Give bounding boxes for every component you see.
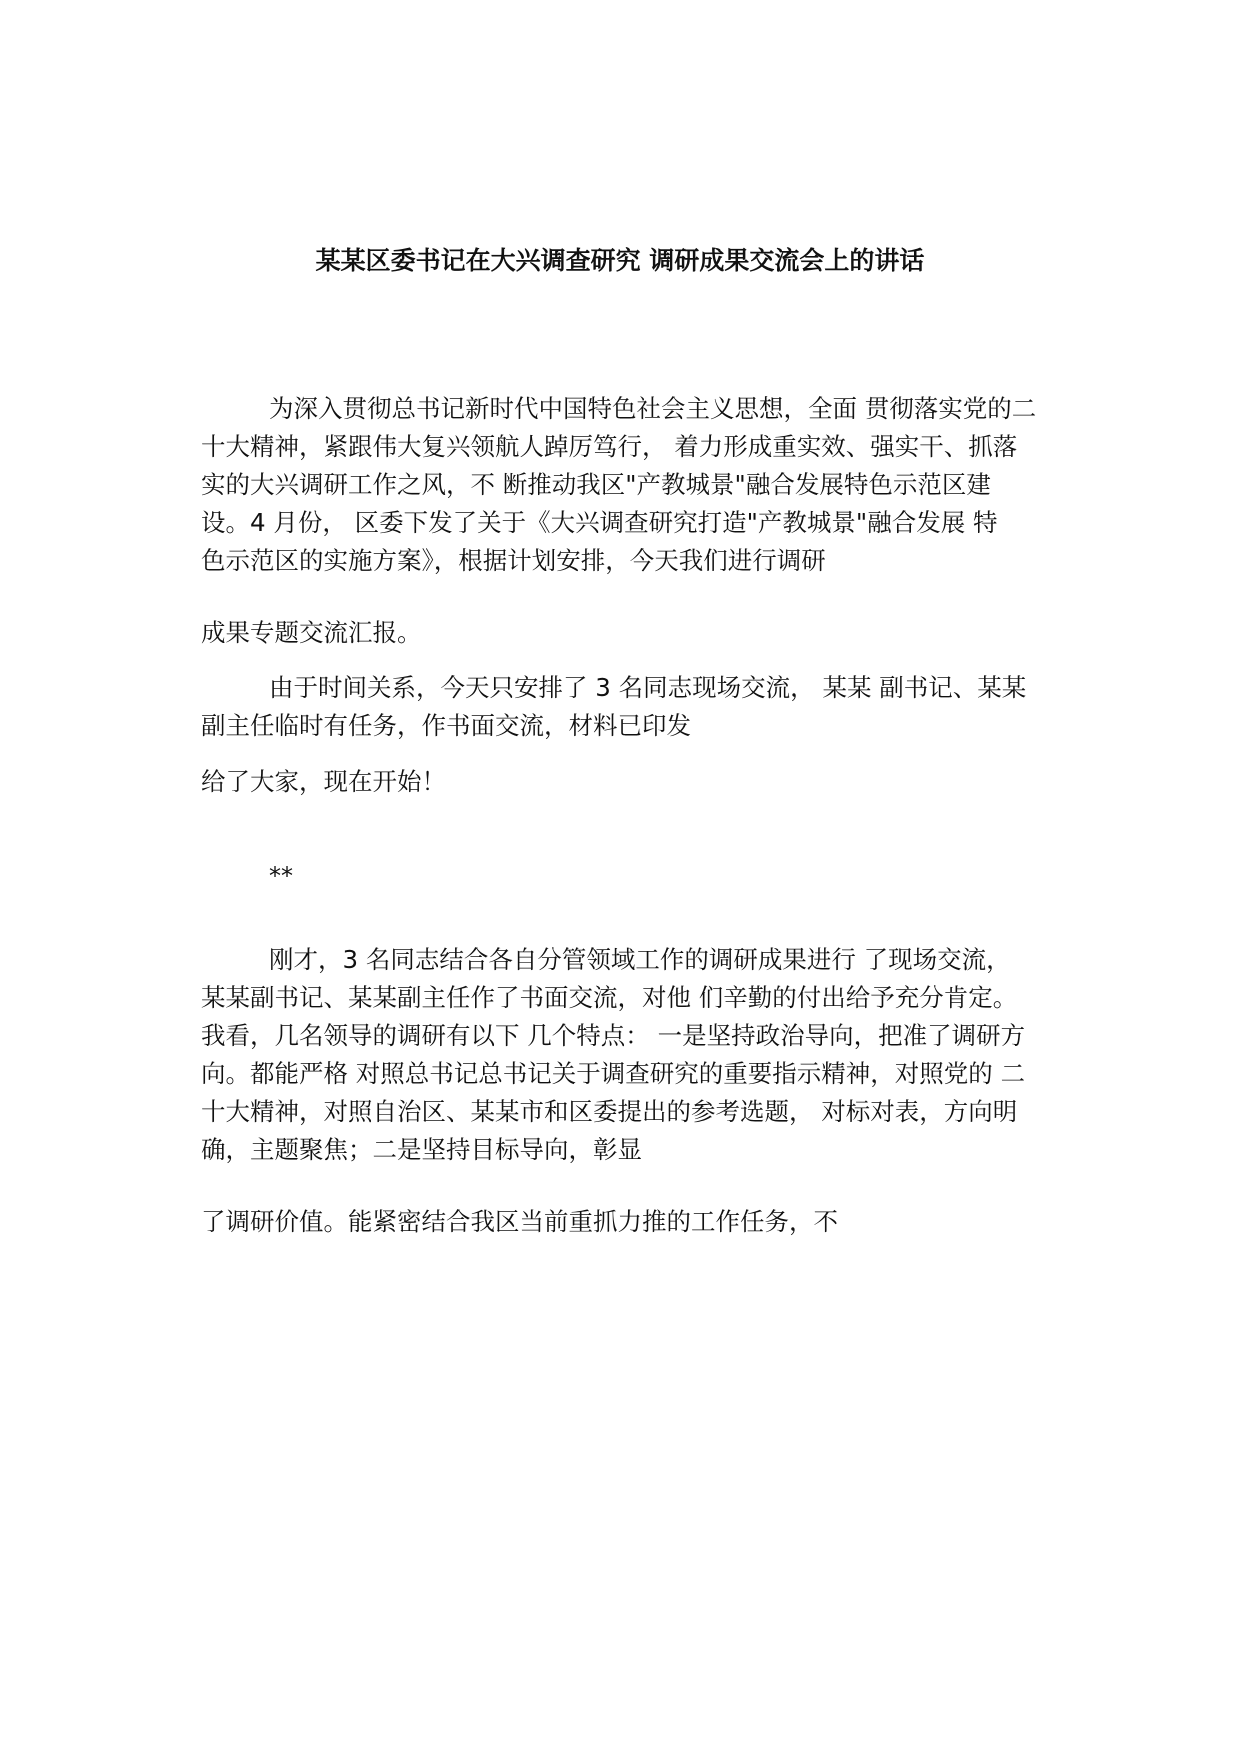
paragraph-arrangement-tail <box>201 763 1081 801</box>
paragraph-line: 色示范区的实施方案》，根据计划安排，今天我们进行调研 <box>201 546 826 575</box>
paragraph-line: 由于时间关系，今天只安排了 3 名同志现场交流， 某某 副书记、某某 <box>269 673 1027 702</box>
paragraph-review-tail <box>201 1203 1081 1241</box>
paragraph-line: 为深入贯彻总书记新时代中国特色社会主义思想，全面 贯彻落实党的二 <box>269 394 1037 423</box>
paragraph-intro <box>201 390 1081 580</box>
paragraph-line: 十大精神，对照自治区、某某市和区委提出的参考选题， 对标对表，方向明 <box>201 1097 1018 1126</box>
paragraph-line: 十大精神，紧跟伟大复兴领航人踔厉笃行， 着力形成重实效、强实干、抓落 <box>201 432 1018 461</box>
paragraph-review <box>201 941 1081 1169</box>
paragraph-arrangement <box>201 669 1081 745</box>
paragraph-line: 给了大家，现在开始！ <box>201 767 446 796</box>
paragraph-line: 成果专题交流汇报。 <box>201 618 422 647</box>
paragraph-intro-tail <box>201 614 1081 652</box>
paragraph-line: 副主任临时有任务，作书面交流，材料已印发 <box>201 711 691 740</box>
section-separator: ** <box>269 862 293 890</box>
paragraph-line: 实的大兴调研工作之风，不 断推动我区"产教城景"融合发展特色示范区建 <box>201 470 991 499</box>
paragraph-line: 我看，几名领导的调研有以下 几个特点： 一是坚持政治导向，把准了调研方 <box>201 1021 1026 1050</box>
paragraph-line: 设。4 月份， 区委下发了关于《大兴调查研究打造"产教城景"融合发展 特 <box>201 508 998 537</box>
paragraph-line: 确，主题聚焦；二是坚持目标导向，彰显 <box>201 1135 642 1164</box>
document-title: 某某区委书记在大兴调查研究 调研成果交流会上的讲话 <box>315 246 925 275</box>
paragraph-line: 某某副书记、某某副主任作了书面交流，对他 们辛勤的付出给予充分肯定。 <box>201 983 1018 1012</box>
paragraph-line: 了调研价值。能紧密结合我区当前重抓力推的工作任务，不 <box>201 1207 838 1236</box>
paragraph-line: 刚才，3 名同志结合各自分管领域工作的调研成果进行 了现场交流， <box>269 945 1011 974</box>
paragraph-line: 向。都能严格 对照总书记总书记关于调查研究的重要指示精神，对照党的 二 <box>201 1059 1026 1088</box>
